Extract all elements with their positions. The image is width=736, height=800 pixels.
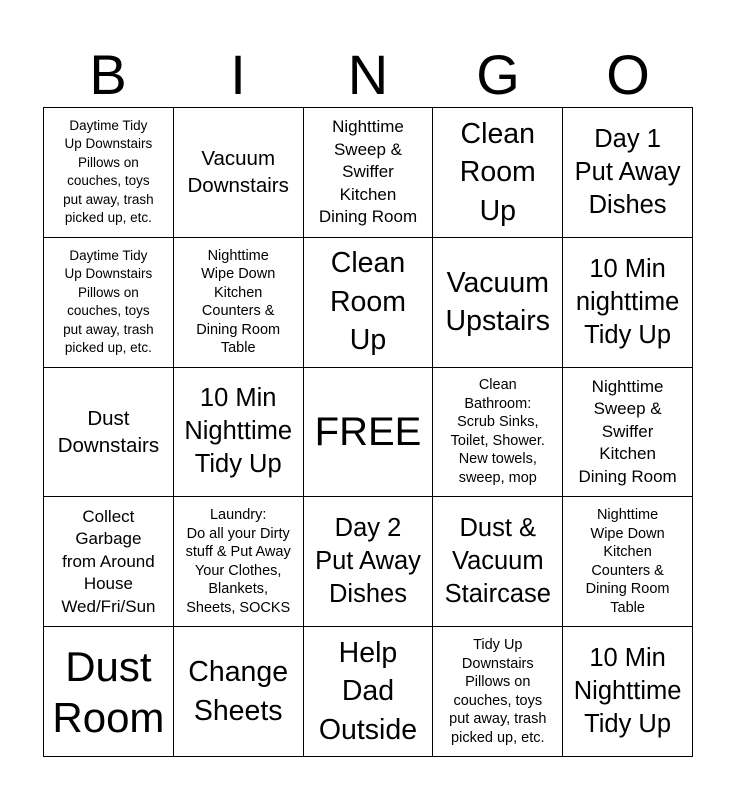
bingo-cell[interactable]: Dust & Vacuum Staircase [433, 497, 563, 627]
header-letter-n: N [347, 43, 389, 106]
header-letter-i: I [230, 43, 246, 106]
bingo-cell[interactable]: Dust Room [44, 627, 174, 757]
bingo-cell[interactable]: Vacuum Upstairs [433, 238, 563, 368]
bingo-cell[interactable]: Tidy Up Downstairs Pillows on couches, toys put away, trash picked up, etc. [433, 627, 563, 757]
bingo-cell[interactable]: Collect Garbage from Around House Wed/Fri/Sun [44, 497, 174, 627]
bingo-cell[interactable]: Nighttime Sweep & Swiffer Kitchen Dining Room [304, 108, 434, 238]
free-space[interactable]: FREE [304, 368, 434, 498]
bingo-header [43, 44, 693, 106]
bingo-grid [43, 107, 693, 757]
bingo-cell[interactable]: Vacuum Downstairs [174, 108, 304, 238]
bingo-cell[interactable]: Day 1 Put Away Dishes [563, 108, 693, 238]
header-letter-b: B [89, 43, 127, 106]
bingo-cell[interactable]: Nighttime Sweep & Swiffer Kitchen Dining Room [563, 368, 693, 498]
header-letter-o: O [606, 43, 650, 106]
bingo-cell[interactable]: Clean Room Up [433, 108, 563, 238]
bingo-cell[interactable]: Clean Bathroom: Scrub Sinks, Toilet, Shower. New towels, sweep, mop [433, 368, 563, 498]
bingo-cell[interactable]: Nighttime Wipe Down Kitchen Counters & Dining Room Table [563, 497, 693, 627]
bingo-cell[interactable]: Nighttime Wipe Down Kitchen Counters & Dining Room Table [174, 238, 304, 368]
bingo-cell[interactable]: 10 Min Nighttime Tidy Up [174, 368, 304, 498]
bingo-cell[interactable]: Day 2 Put Away Dishes [304, 497, 434, 627]
bingo-cell[interactable]: Dust Downstairs [44, 368, 174, 498]
bingo-cell[interactable]: 10 Min Nighttime Tidy Up [563, 627, 693, 757]
bingo-cell[interactable]: Daytime Tidy Up Downstairs Pillows on couches, toys put away, trash picked up, etc. [44, 238, 174, 368]
bingo-cell[interactable]: Daytime Tidy Up Downstairs Pillows on couches, toys put away, trash picked up, etc. [44, 108, 174, 238]
bingo-cell[interactable]: Clean Room Up [304, 238, 434, 368]
bingo-cell[interactable]: 10 Min nighttime Tidy Up [563, 238, 693, 368]
header-letter-g: G [476, 43, 520, 106]
bingo-cell[interactable]: Help Dad Outside [304, 627, 434, 757]
bingo-cell[interactable]: Change Sheets [174, 627, 304, 757]
bingo-cell[interactable]: Laundry: Do all your Dirty stuff & Put Away Your Clothes, Blankets, Sheets, SOCKS [174, 497, 304, 627]
